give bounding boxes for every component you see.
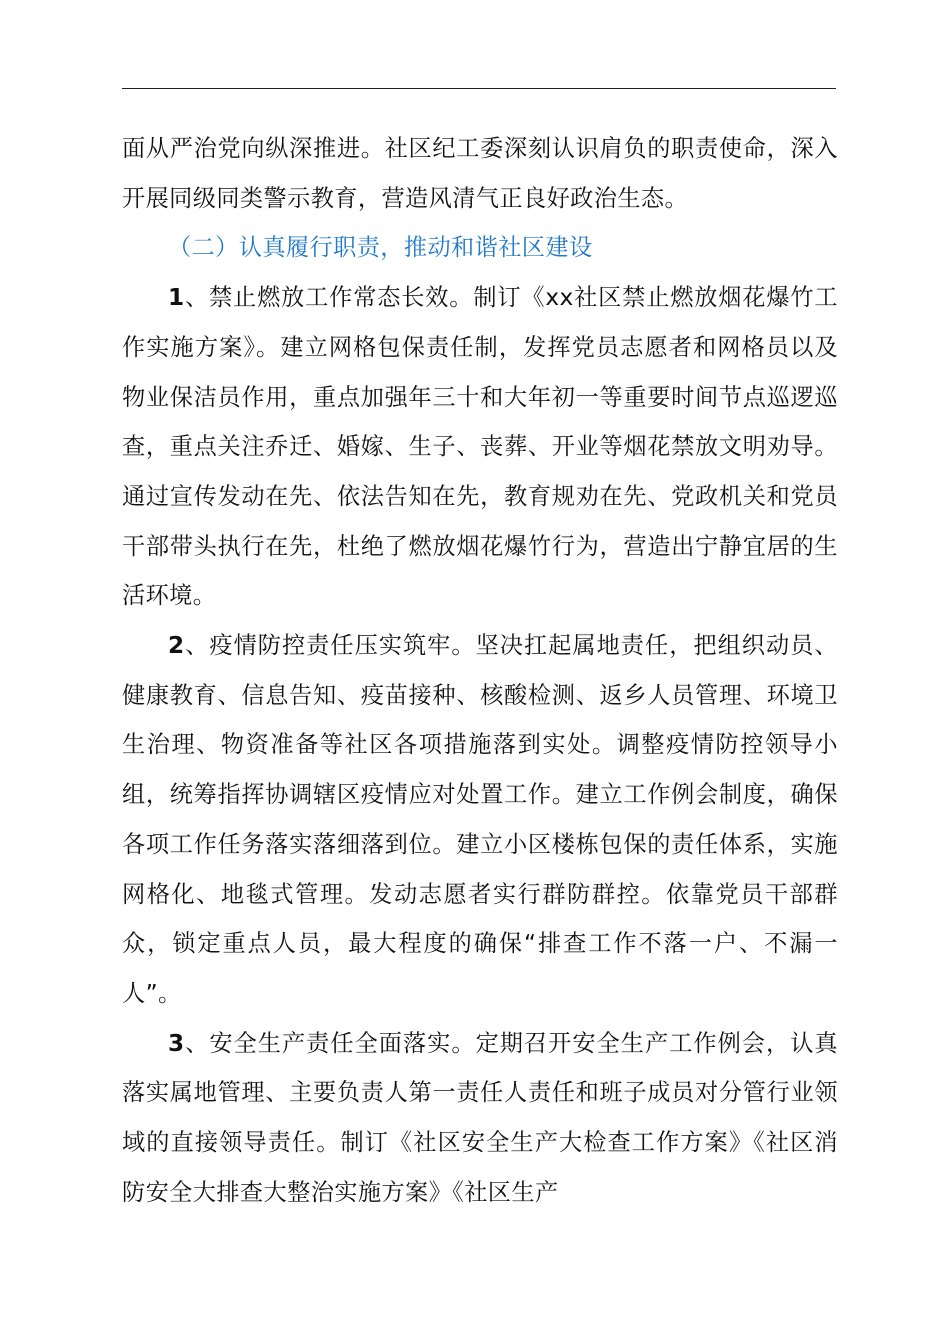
item-number: 2: [168, 632, 185, 660]
paragraph-text: 、安全生产责任全面落实。定期召开安全生产工作例会，认真落实属地管理、主要负责人第一责任人责任和班子成员对分管行业领域的直接领导责任。制订《社区安全生产大检查工作方案》《社区消防安全大排查大整治实施方案》《社区生产: [122, 1029, 838, 1206]
paragraph-text: 面从严治党向纵深推进。社区纪工委深刻认识肩负的职责使命，深入开展同级同类警示教育，营造风清气正良好政治生态。: [122, 135, 838, 212]
item-number: 3: [168, 1029, 185, 1057]
paragraph-text: 、疫情防控责任压实筑牢。坚决扛起属地责任，把组织动员、健康教育、信息告知、疫苗接种、核酸检测、返乡人员管理、环境卫生治理、物资准备等社区各项措施落到实处。调整疫情防控领导小组，统筹指挥协调辖区疫情应对处置工作。建立工作例会制度，确保各项工作任务落实落细落到位。建立小区楼栋包保的责任体系，实施网格化、地毯式管理。发动志愿者实行群防群控。依靠党员干部群众，锁定重点人员，最大程度的确保“排查工作不落一户、不漏一人”。: [122, 632, 838, 1007]
header-rule: [122, 88, 836, 89]
heading-text: （二）认真履行职责，推动和谐社区建设: [168, 234, 593, 262]
paragraph-item-2: [122, 621, 838, 1019]
body-text: [122, 124, 838, 1217]
paragraph-item-1: [122, 273, 838, 621]
paragraph-text: 、禁止燃放工作常态长效。制订《xx社区禁止燃放烟花爆竹工作实施方案》。建立网格包保责任制，发挥党员志愿者和网格员以及物业保洁员作用，重点加强年三十和大年初一等重要时间节点巡逻巡查，重点关注乔迁、婚嫁、生子、丧葬、开业等烟花禁放文明劝导。通过宣传发动在先、依法告知在先，教育规劝在先、党政机关和党员干部带头执行在先，杜绝了燃放烟花爆竹行为，营造出宁静宜居的生活环境。: [122, 284, 838, 610]
paragraph-continuation: [122, 124, 838, 223]
section-heading: [122, 223, 838, 273]
item-number: 1: [168, 284, 185, 312]
paragraph-item-3: [122, 1019, 838, 1218]
